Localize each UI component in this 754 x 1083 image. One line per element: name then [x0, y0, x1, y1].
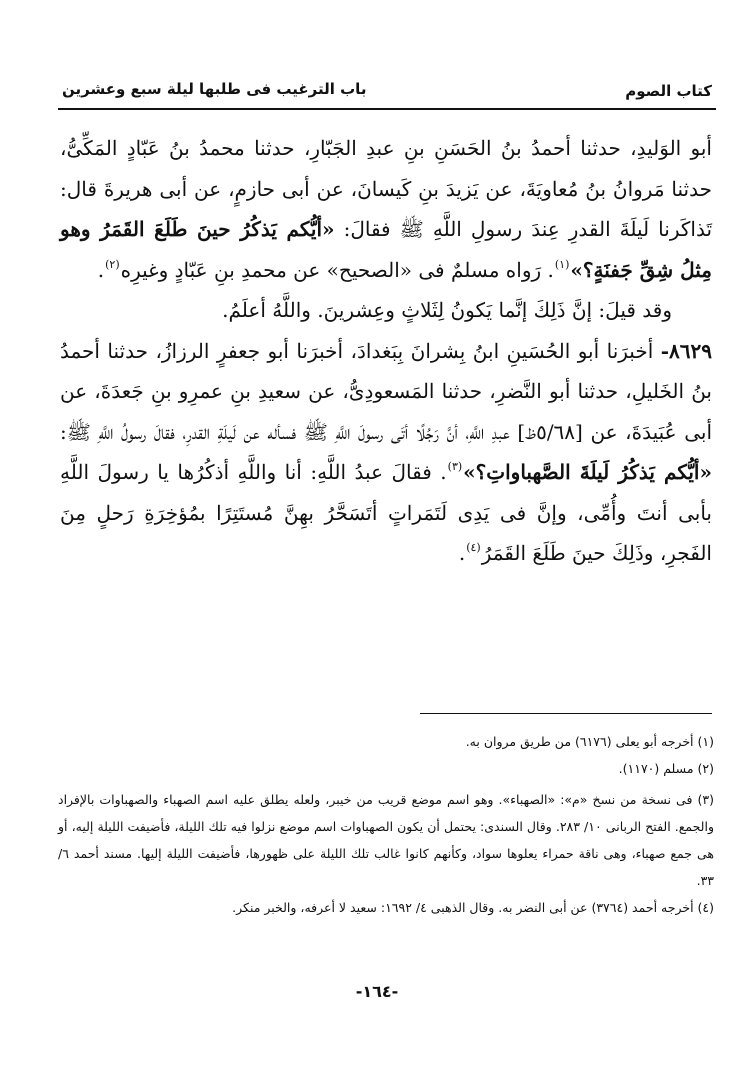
- main-text: [60, 128, 712, 574]
- paragraph-1-text-b: . رَواه مسلمٌ فى «الصحيح» عن محمدِ بنِ عَبّادٍ وغيرِه: [120, 257, 554, 282]
- paragraph-2-text: وقد قيلَ: إنَّ ذَلِكَ إنَّما يَكونُ لِثَلاثٍ وعِشرينَ. واللَّهُ أعلَمُ.: [222, 298, 672, 322]
- footnote-2: (٢) مسلم (١١٧٠).: [618, 761, 714, 776]
- footnote-ref-4: (٤): [466, 541, 481, 554]
- paragraph-1-quote: «أيُّكم يَذكُرُ حينَ طَلَعَ القَمَرُ وهو مِثلُ شِقِّ جَفنَةٍ؟»: [60, 217, 712, 282]
- paragraph-3-text-b: . فقالَ عبدُ اللَّهِ: أنا واللَّهِ أذكُرُها يا رسولَ اللَّهِ بأبى أنتَ وأُمِّى، وإنَّ فى يَدِى لَتَمَراتٍ أتَسَحَّرُ بهِنَّ مُستَتِرًا بمُؤخِرَةِ رَحلٍ مِنَ الفَجرِ، وذَلِكَ حينَ طَلَعَ القَمَرُ: [60, 460, 712, 565]
- paragraph-3: [60, 331, 712, 574]
- paragraph-2: [60, 290, 712, 331]
- paragraph-1-text-a: أبو الوَليدِ، حدثنا أحمدُ بنُ الحَسَنِ بنِ عبدِ الجَبّارِ، حدثنا محمدُ بنُ عَبّادٍ المَكِّىُّ، حدثنا مَروانُ بنُ مُعاويَةَ، عن يَزيدَ بنِ كَيسانَ، عن أبى حازمٍ، عن أبى هريرةَ قال: تَذاكَرنا لَيلَةَ القدرِ عِندَ رسولِ اللَّهِ ﷺ فقالَ:: [60, 136, 713, 241]
- chapter-title: باب الترغيب فى طلبها ليلة سبع وعشرين: [62, 80, 367, 98]
- paragraph-3-text-a: أخبرَنا أبو الحُسَينِ ابنُ بِشرانَ بِبَغدادَ، أخبرَنا أبو جعفرٍ الرزازُ، حدثنا أحمدُ بنُ الخَليلِ، حدثنا أبو النَّضرِ، حدثنا المَسعودِىُّ، عن سعيدِ بنِ عمرِو بنِ جَعدَةَ، عن أبى عُبَيدَةَ، عن [٥/٦٨ظ] عبدِ اللَّهِ، أنَّ رَجُلًا أتَى رسولَ اللَّهِ ﷺ فسأله عن لَيلَةِ القدرِ، فقالَ رسولُ اللَّهِ ﷺ:: [60, 338, 713, 444]
- book-title: كتاب الصوم: [625, 82, 712, 100]
- footnote-4: (٤) أخرجه أحمد (٣٧٦٤) عن أبى النضر به. وقال الذهبى ٤/ ١٦٩٢: سعيد لا أعرفه، والخبر منكر.: [232, 900, 714, 915]
- footnote-separator: [420, 713, 712, 714]
- paragraph-1: أبو الوَليدِ، حدثنا أحمدُ بنُ الحَسَنِ بنِ عبدِ الجَبّارِ، حدثنا محمدُ بنُ عَبّادٍ المَكِّىُّ، حدثنا مَروانُ بنُ مُعاويَةَ، عن يَزيدَ بنِ كَيسانَ، عن أبى حازمٍ، عن أبى هريرةَ قال: تَذاكَرنا لَيلَةَ القدرِ عِندَ رسولِ اللَّهِ ﷺ فقالَ: «أيُّكم يَذكُرُ حينَ طَلَعَ القَمَرُ وهو مِثلُ شِقِّ جَفنَةٍ؟»$^{(١)}$. رَواه مسلمٌ فى «الصحيح» عن محمدِ بنِ عَبّادٍ وغيرِه$^{(٢)}$.: [60, 136, 713, 282]
- footnote-ref-1: (١): [554, 257, 570, 271]
- footnote-ref-2: (٢): [105, 257, 120, 271]
- paragraph-3-quote: «أيُّكم يَذكُرُ لَيلَةَ الصَّهباواتِ؟»: [463, 460, 712, 484]
- footnote-3: (٣) فى نسخة من نسخ «م»: «الصهباء». وهو اسم موضع قريب من خيبر، ولعله يطلق عليه اسم الصهباء والصهباوات بالإفراد والجمع. الفتح الربانى ١٠/ ٢٨٣. وقال السندى: يحتمل أن يكون الصهباوات اسم موضع نزلوا فيه تلك الليلة، فأضيفت الليلة إليه، أو هى جمع صهباء، وهى ناقة حمراء يعلوها سواد، وكأنهم كانوا غالب تلك الليلة على ظهورها، فأضيفت الليلة إليها. مسند أحمد ٦/ ٣٣.: [58, 792, 714, 888]
- footnote-1: (١) أخرجه أبو يعلى (٦١٧٦) من طريق مروان به.: [465, 734, 714, 749]
- page-number: -١٦٤-: [355, 982, 399, 1001]
- footnotes: [58, 728, 714, 921]
- footnote-ref-3: (٣): [447, 460, 463, 473]
- running-header: [58, 72, 716, 110]
- hadith-number: ٨٦٢٩-: [660, 338, 712, 363]
- paragraph-3-end: .: [458, 541, 466, 565]
